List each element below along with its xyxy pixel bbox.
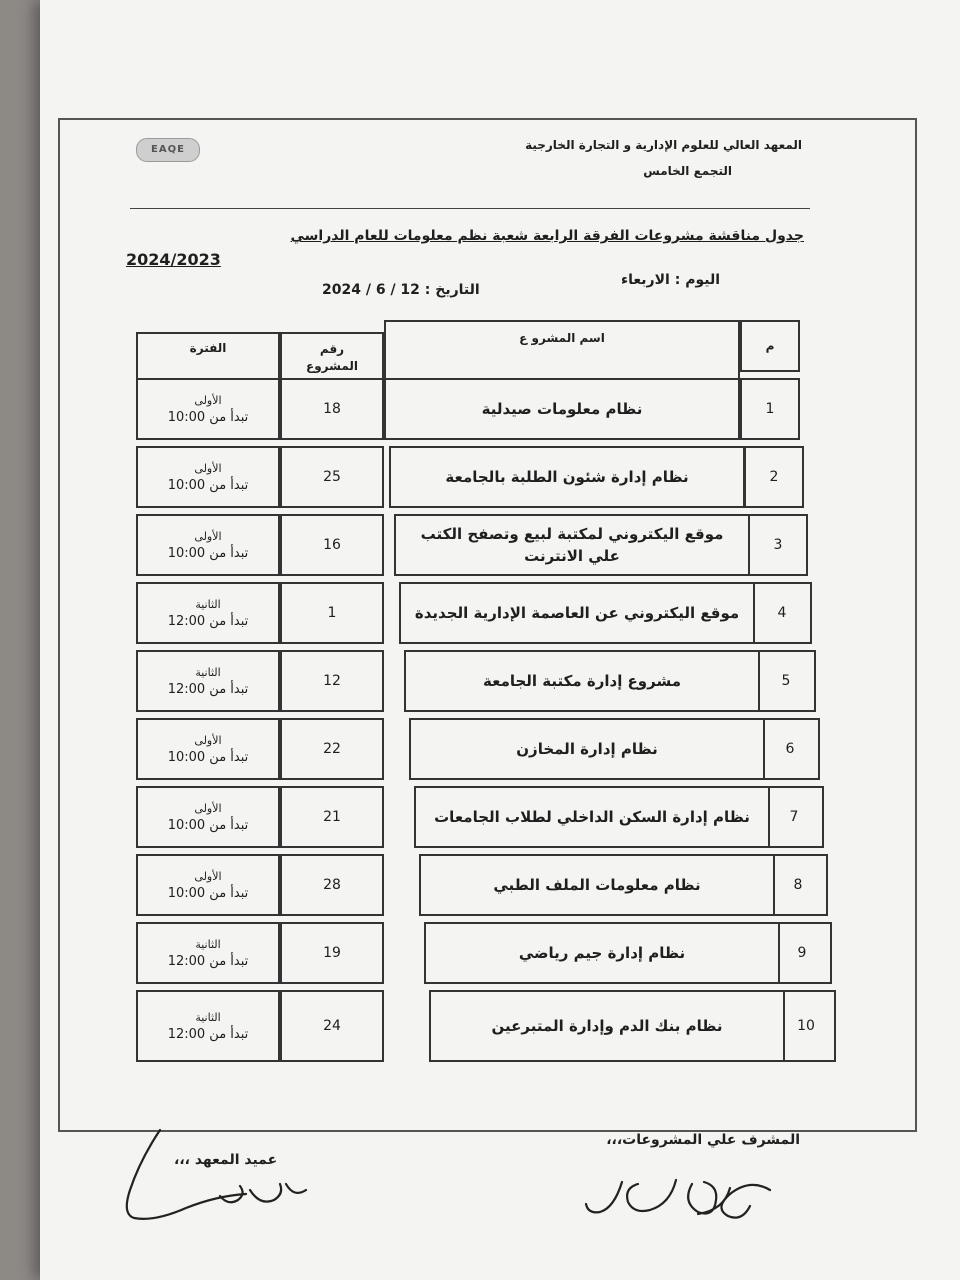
dean-label: عميد المعهد ،،، xyxy=(174,1152,278,1168)
document-page xyxy=(40,0,960,1280)
row-index: 4 xyxy=(752,582,812,644)
row-period-name: الأولى xyxy=(194,734,222,747)
row-period-start: تبدأ من 10:00 xyxy=(167,478,249,493)
row-project-number: 25 xyxy=(280,446,384,508)
row-project-number: 16 xyxy=(280,514,384,576)
row-period xyxy=(136,378,280,440)
schedule-title: جدول مناقشة مشروعات الفرقة الرابعة شعبة نظم معلومات للعام الدراسي xyxy=(290,228,804,244)
row-project-name: نظام إدارة السكن الداخلي لطلاب الجامعات xyxy=(414,786,770,848)
row-period-name: الثانية xyxy=(195,938,221,951)
row-index: 3 xyxy=(748,514,808,576)
institute-name: المعهد العالي للعلوم الإدارية و التجارة الخارجية xyxy=(525,138,802,152)
row-project-name: نظام إدارة جيم رياضي xyxy=(424,922,780,984)
row-project-number: 1 xyxy=(280,582,384,644)
row-project-number: 18 xyxy=(280,378,384,440)
header-project-number-line1: رقم xyxy=(319,342,345,356)
row-project-name: مشروع إدارة مكتبة الجامعة xyxy=(404,650,760,712)
date-label: التاريخ : xyxy=(424,282,480,298)
row-project-number: 22 xyxy=(280,718,384,780)
header-project-number xyxy=(280,332,384,384)
supervisor-label: المشرف علي المشروعات،،، xyxy=(606,1132,800,1148)
row-project-number: 21 xyxy=(280,786,384,848)
date-line xyxy=(322,282,480,298)
row-period-start: تبدأ من 10:00 xyxy=(167,750,249,765)
row-period-name: الأولى xyxy=(194,394,222,407)
row-project-name: موقع اليكتروني عن العاصمة الإدارية الجديدة xyxy=(399,582,755,644)
institute-location: التجمع الخامس xyxy=(643,164,732,178)
row-index: 1 xyxy=(740,378,800,440)
row-project-name: نظام معلومات الملف الطبي xyxy=(419,854,775,916)
row-project-number: 24 xyxy=(280,990,384,1062)
dean-signature xyxy=(100,1120,320,1230)
row-period-start: تبدأ من 12:00 xyxy=(167,1027,249,1042)
row-period-name: الأولى xyxy=(194,870,222,883)
row-period xyxy=(136,990,280,1062)
row-period xyxy=(136,922,280,984)
row-period-name: الأولى xyxy=(194,530,222,543)
row-period-name: الثانية xyxy=(195,1011,221,1024)
header-project-number-line2: المشروع xyxy=(306,359,358,373)
row-period-start: تبدأ من 12:00 xyxy=(167,682,249,697)
row-period-start: تبدأ من 12:00 xyxy=(167,954,249,969)
row-period-name: الثانية xyxy=(195,666,221,679)
row-period-name: الثانية xyxy=(195,598,221,611)
institute-logo: EAQE xyxy=(136,138,200,162)
row-index: 8 xyxy=(768,854,828,916)
row-period xyxy=(136,446,280,508)
row-project-name: نظام بنك الدم وإدارة المتبرعين xyxy=(429,990,785,1062)
row-index: 6 xyxy=(760,718,820,780)
row-period xyxy=(136,786,280,848)
day-label: اليوم : الاربعاء xyxy=(620,272,720,288)
row-period-start: تبدأ من 10:00 xyxy=(167,546,249,561)
row-period xyxy=(136,854,280,916)
supervisor-signature xyxy=(580,1160,790,1230)
row-index: 9 xyxy=(772,922,832,984)
row-project-name: نظام معلومات صيدلية xyxy=(384,378,740,440)
row-period-start: تبدأ من 10:00 xyxy=(167,410,249,425)
row-project-number: 12 xyxy=(280,650,384,712)
row-project-name: نظام إدارة شئون الطلبة بالجامعة xyxy=(389,446,745,508)
row-index: 2 xyxy=(744,446,804,508)
row-period-name: الأولى xyxy=(194,462,222,475)
row-period xyxy=(136,650,280,712)
header-project-name: اسم المشرو ع xyxy=(384,320,740,386)
academic-year: 2024/2023 xyxy=(126,250,221,269)
row-index: 7 xyxy=(764,786,824,848)
row-index: 10 xyxy=(776,990,836,1062)
row-period xyxy=(136,514,280,576)
date-value: 2024 / 6 / 12 xyxy=(322,282,420,298)
row-index: 5 xyxy=(756,650,816,712)
row-period xyxy=(136,718,280,780)
row-project-number: 28 xyxy=(280,854,384,916)
row-period-start: تبدأ من 12:00 xyxy=(167,614,249,629)
row-project-name: موقع اليكتروني لمكتبة لبيع وتصفح الكتب علي الانترنت xyxy=(394,514,750,576)
row-period-start: تبدأ من 10:00 xyxy=(167,886,249,901)
row-period xyxy=(136,582,280,644)
row-project-name: نظام إدارة المخازن xyxy=(409,718,765,780)
header-period: الفترة xyxy=(136,332,280,384)
row-project-number: 19 xyxy=(280,922,384,984)
row-period-name: الأولى xyxy=(194,802,222,815)
header-index: م xyxy=(740,320,800,372)
row-period-start: تبدأ من 10:00 xyxy=(167,818,249,833)
institute-header xyxy=(525,136,802,180)
header-divider xyxy=(130,208,810,209)
